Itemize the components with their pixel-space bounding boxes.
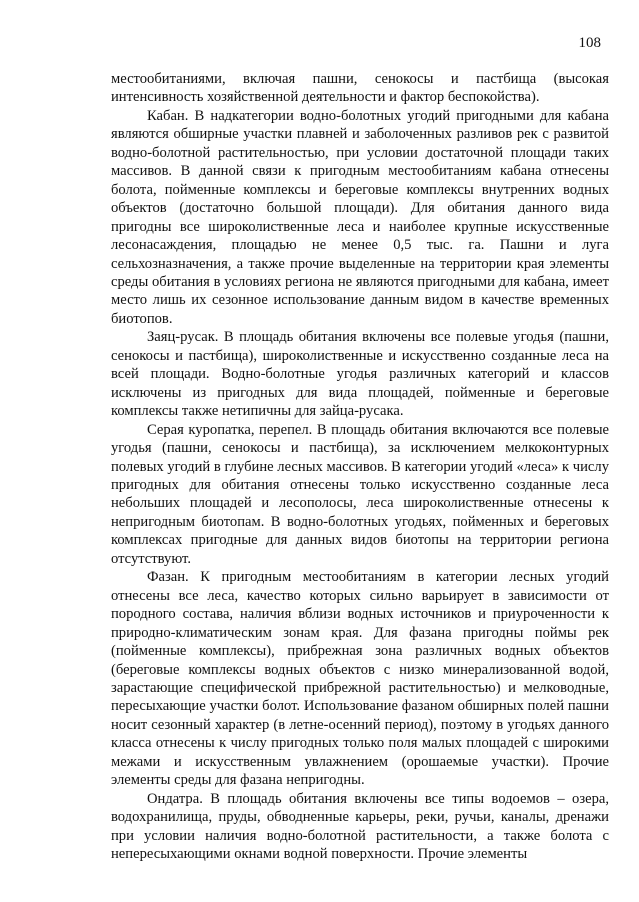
- paragraph-pheasant: Фазан. К пригодным местообитаниям в категории лесных угодий отнесены все леса, качество которых сильно варьирует в зависимости от породного состава, наличия вблизи водных источников и приуроченности к природно-климатическим зонам края. Для фазана пригодны поймы рек (пойменные комплексы), прибрежная зона различных водных объектов (береговые комплексы водных объектов с низко минерализованной водой, зарастающие специфической прибрежной растительностью) и мелководные, пересыхающие участки болот. Использование фазаном обширных полей пашни носит сезонный характер (в летне-осенний период), поэтому в угодьях данного класса отнесены к числу пригодных только поля малых площадей с широкими межами и искусственным увлажнением (орошаемые участки). Прочие элементы среды для фазана непригодны.: [111, 569, 609, 789]
- page-number: 108: [578, 35, 601, 51]
- paragraph-boar: Кабан. В надкатегории водно-болотных угодий пригодными для кабана являются обширные участки плавней и заболоченных разливов рек с развитой водно-болотной растительностью, при условии достаточной площади таких массивов. В данной связи к пригодным местообитаниям кабана отнесены болота, пойменные комплексы и береговые комплексы внутренних водных объектов (достаточно большой площади). Для обитания данного вида пригодны все широколиственные леса и наиболее крупные искусственные лесонасаждения, площадью не менее 0,5 тыс. га. Пашни и луга сельхозназначения, а также прочие выделенные на территории края элементы среды обитания в условиях региона не являются пригодными для кабана, имеет место лишь их сезонное использование данным видом в качестве временных биотопов.: [111, 107, 609, 327]
- paragraph-partridge-quail: Серая куропатка, перепел. В площадь обитания включаются все полевые угодья (пашни, сенокосы и пастбища), за исключением мелкоконтурных полевых угодий в глубине лесных массивов. В категории угодий «леса» к числу пригодных для обитания отнесены только искусственно созданные леса небольших площадей и лесополосы, леса широколиственные отнесены к непригодным биотопам. В водно-болотных угодьях, пойменных и береговых комплексах пригодные для данных видов биотопы на территории региона отсутствуют.: [111, 421, 609, 567]
- body-text: [111, 70, 609, 863]
- paragraph-hare: Заяц-русак. В площадь обитания включены все полевые угодья (пашни, сенокосы и пастбища), широколиственные и искусственно созданные леса на всей площади. Водно-болотные угодья различных категорий и классов исключены из пригодных для вида площадей, пойменные и береговые комплексы также нетипичны для зайца-русака.: [111, 329, 609, 420]
- paragraph-continuation: местообитаниями, включая пашни, сенокосы и пастбища (высокая интенсивность хозяйственной деятельности и фактор беспокойства).: [111, 71, 609, 106]
- paragraph-muskrat: Ондатра. В площадь обитания включены все типы водоемов – озера, водохранилища, пруды, обводненные карьеры, реки, ручьи, каналы, дренажи при условии наличия водно-болотной растительности, а также болота с непересыхающими окнами водной поверхности. Прочие элементы: [111, 790, 609, 863]
